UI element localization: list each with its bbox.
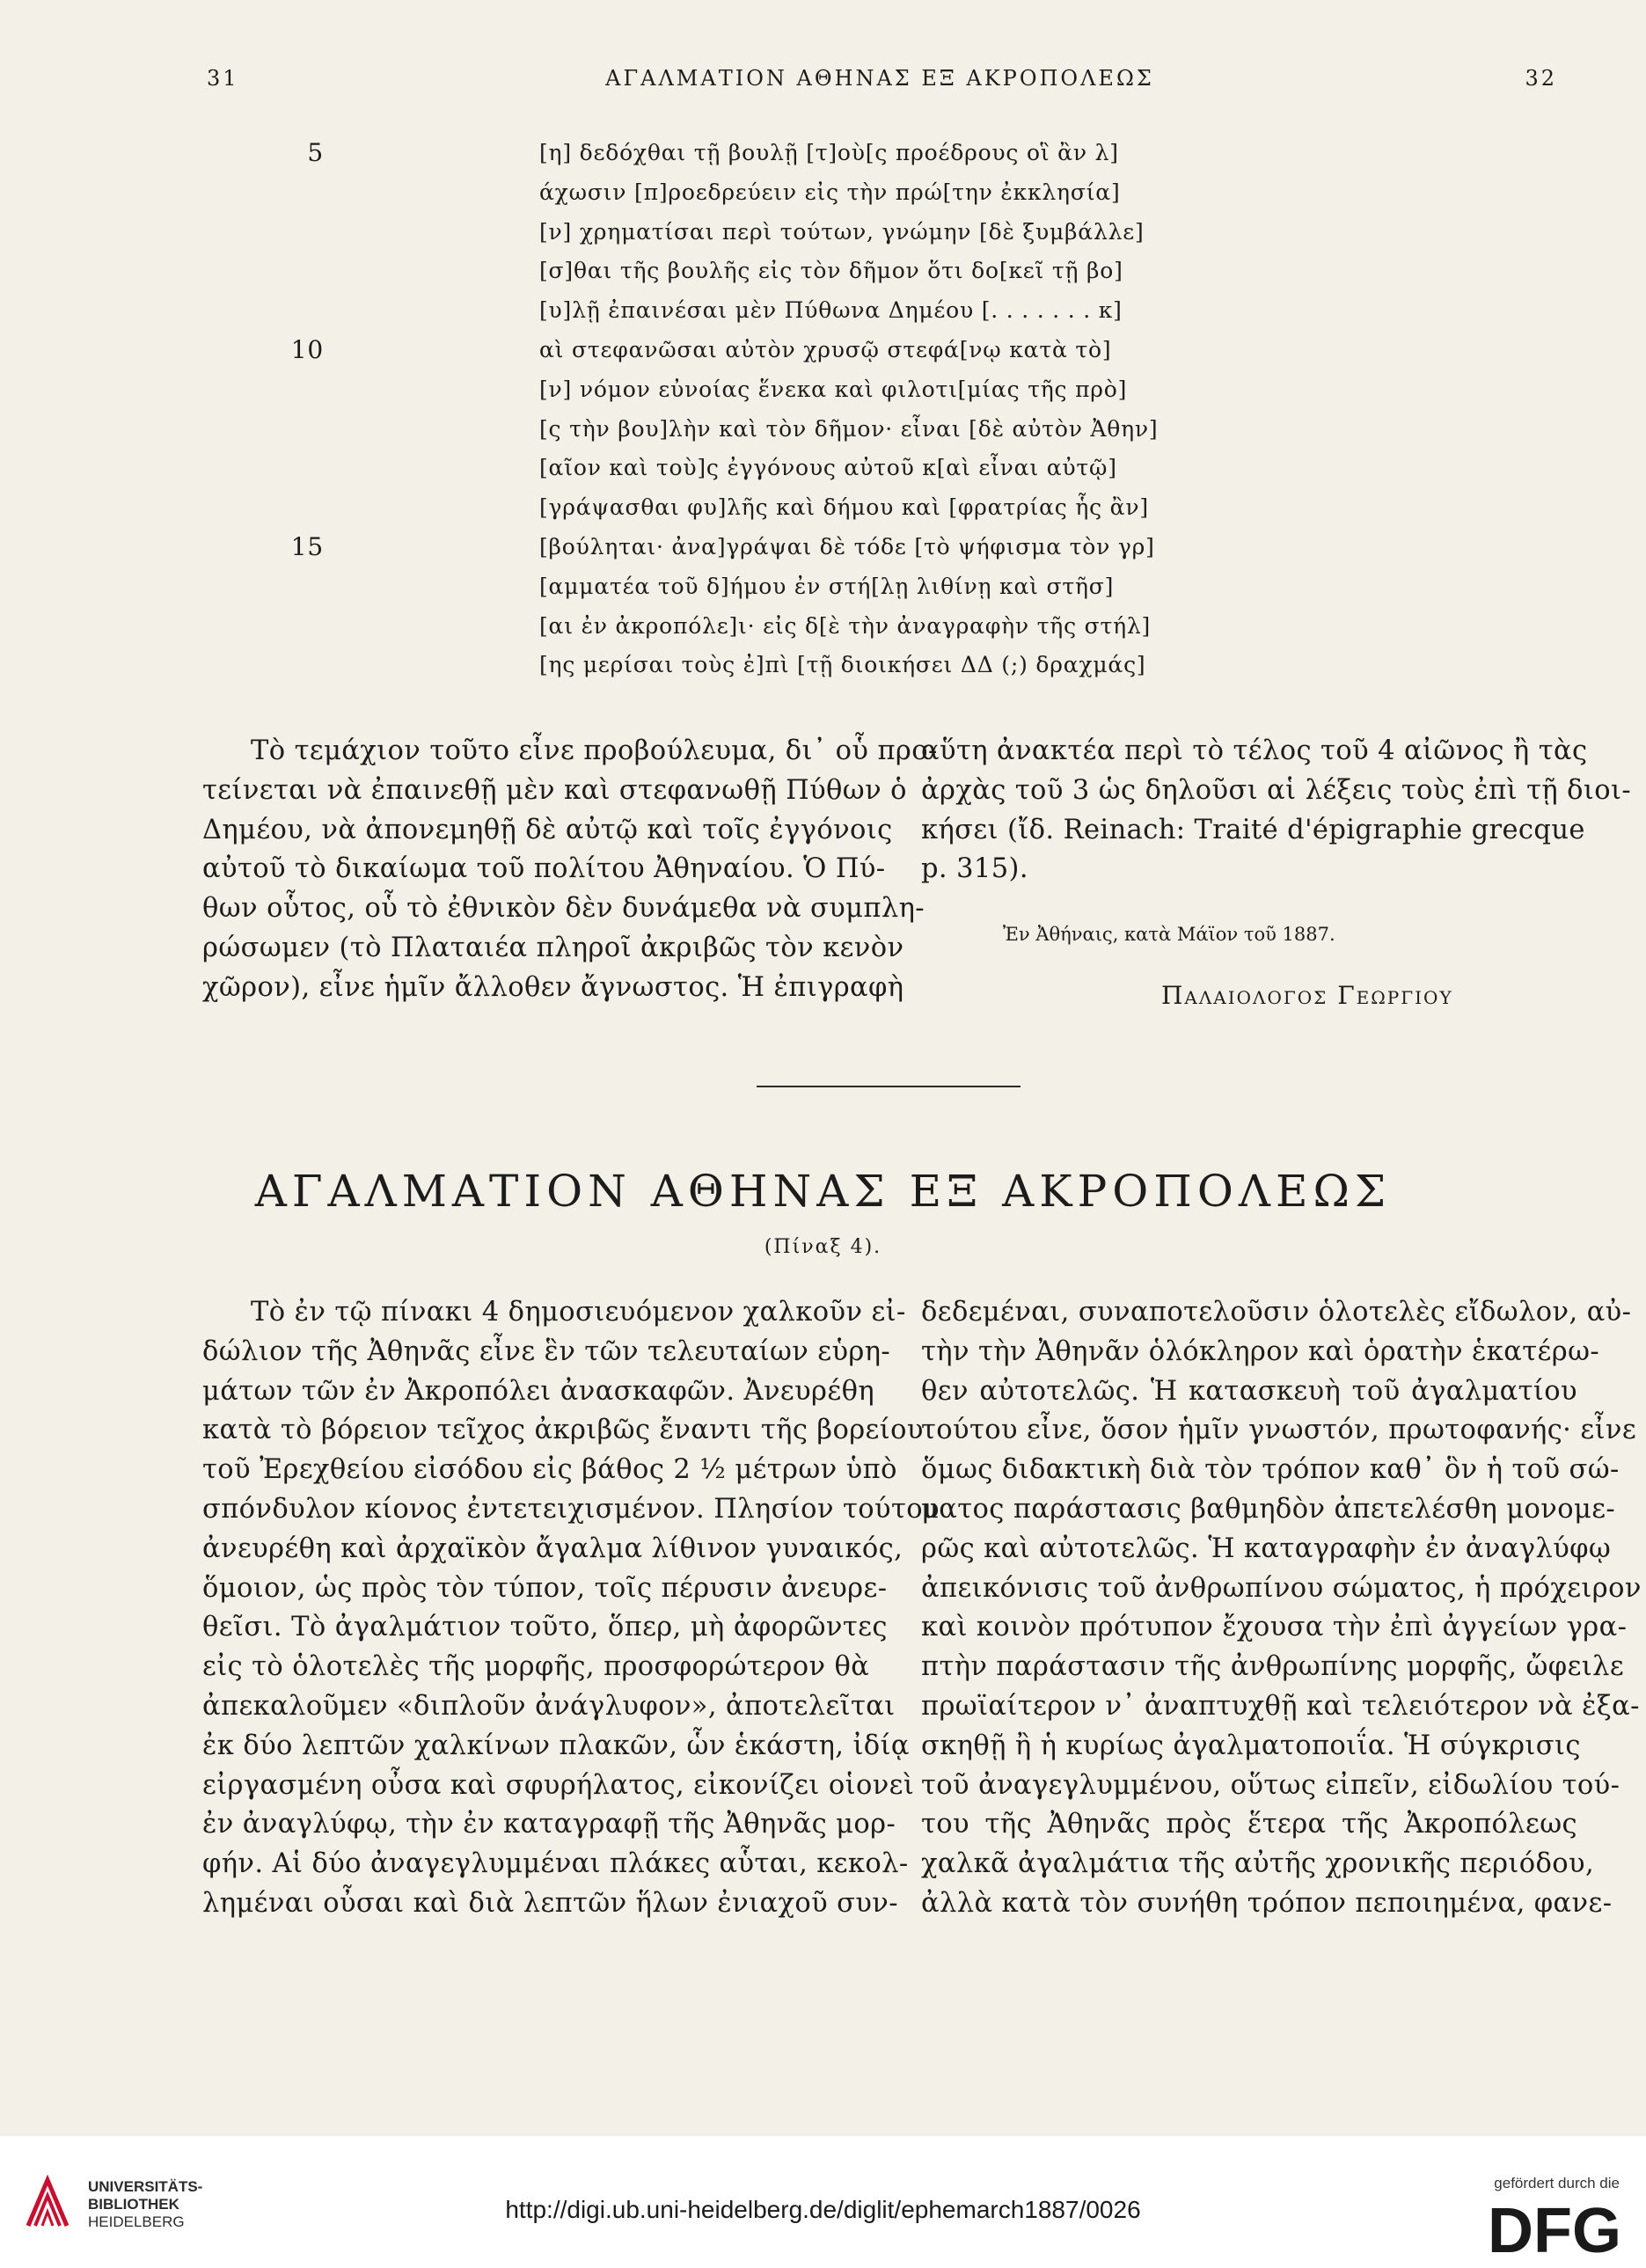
text-line: ἀπεκαλοῦμεν «διπλοῦν ἀνάγλυφον», ἀποτελεῖται: [202, 1690, 896, 1722]
inscription-line-text: [ης μερίσαι τοὺς ἐ]πὶ [τῇ διοικήσει ΔΔ (;) δραχμάς]: [539, 652, 1146, 678]
article-title: ΑΓΑΛΜΑΤΙΟΝ ΑΘΗΝΑΣ ΕΞ ΑΚΡΟΠΟΛΕΩΣ: [254, 1166, 1392, 1217]
inscription-line-text: [αι ἐν ἀκροπόλε]ι· εἰς δ[ὲ τὴν ἀναγραφὴν τῆς στήλ]: [539, 612, 1152, 639]
text-line: δεδεμέναι, συναποτελοῦσιν ὁλοτελὲς εἴδωλον, αὐ-: [921, 1297, 1632, 1328]
text-line: ὅμως διδακτικὴ διὰ τὸν τρόπον καθ᾽ ὃν ἡ τοῦ σώ-: [921, 1454, 1620, 1486]
text-line: πρωϊαίτερον ν᾽ ἀναπτυχθῇ καὶ τελειότερον νὰ ἐξα-: [921, 1690, 1640, 1722]
inscription-line-text: [ς τὴν βου]λὴν καὶ τὸν δῆμον· εἶναι [δὲ αὐτὸν Ἀθην]: [539, 415, 1159, 442]
section-divider: [757, 1086, 1021, 1087]
viewer-footer: [0, 2136, 1646, 2268]
text-line: αὕτη ἀνακτέα περὶ τὸ τέλος τοῦ 4 αἰῶνος ἢ τὰς: [921, 735, 1588, 766]
library-name-line-1: UNIVERSITÄTS-: [88, 2178, 203, 2195]
inscription-line: [264, 410, 1232, 450]
text-line: λημέναι οὖσαι καὶ διὰ λεπτῶν ἥλων ἐνιαχοῦ συν-: [202, 1887, 898, 1919]
text-line: Δημέου, νὰ ἀπονεμηθῇ δὲ αὐτῷ καὶ τοῖς ἐγγόνοις: [202, 814, 893, 845]
text-line: ματος παράστασις βαθμηδὸν ἀπετελέσθη μονομε-: [921, 1493, 1616, 1525]
text-line: χαλκᾶ ἀγαλμάτια τῆς αὐτῆς χρονικῆς περιόδου,: [921, 1848, 1595, 1880]
inscription-line: [264, 291, 1232, 331]
line-number: 5: [307, 138, 324, 167]
text-line: ἐκ δύο λεπτῶν χαλκίνων πλακῶν, ὧν ἑκάστη, ἰδίᾳ: [202, 1730, 910, 1761]
article-column-right: [921, 1293, 1642, 1924]
inscription-text: [264, 134, 1232, 685]
inscription-line-text: αὶ στεφανῶσαι αὐτὸν χρυσῷ στεφά[νῳ κατὰ τὸ]: [539, 336, 1112, 362]
text-line: κατὰ τὸ βόρειον τεῖχος ἀκριβῶς ἔναντι τῆς βορείου: [202, 1415, 924, 1446]
inscription-line: [264, 607, 1232, 647]
text-line: ἀλλὰ κατὰ τὸν συνήθη τρόπον πεποιημένα, φανε-: [921, 1887, 1613, 1919]
dfg-logo-text: DFG: [1488, 2198, 1621, 2259]
text-line: μάτων τῶν ἐν Ἀκροπόλει ἀνασκαφῶν. Ἀνευρέθη: [202, 1375, 875, 1407]
text-line: ἐν ἀναγλύφῳ, τὴν ἐν καταγραφῇ τῆς Ἀθηνᾶς μορ-: [202, 1809, 896, 1840]
inscription-line: [264, 488, 1232, 528]
text-line: ἀνευρέθη καὶ ἀρχαϊκὸν ἄγαλμα λίθινον γυναικός,: [202, 1533, 903, 1564]
inscription-line-text: [η] δεδόχθαι τῇ βουλῇ [τ]οὺ[ς προέδρους οἳ ἂν λ]: [539, 140, 1119, 165]
dfg-logo-icon[interactable]: [1445, 2198, 1621, 2259]
text-line: τούτου εἶνε, ὅσον ἡμῖν γνωστόν, πρωτοφανής· εἶνε: [921, 1415, 1637, 1446]
running-header: [202, 66, 1557, 101]
text-line: καὶ κοινὸν πρότυπον ἔχουσα τὴν ἐπὶ ἀγγείων γρα-: [921, 1612, 1628, 1643]
inscription-line: [264, 370, 1232, 410]
inscription-line-text: [αῖον καὶ τοὺ]ς ἐγγόνους αὐτοῦ κ[αὶ εἶναι αὐτῷ]: [539, 455, 1117, 481]
inscription-line: [264, 252, 1232, 291]
dateline: Ἐν Ἀθήναις, κατὰ Μάϊον τοῦ 1887.: [1003, 924, 1335, 945]
page-number-right: 32: [1525, 66, 1557, 91]
article-column-left: [202, 1293, 940, 1924]
inscription-line-text: [βούληται· ἀνα]γράψαι δὲ τόδε [τὸ ψήφισμα τὸν γρ]: [539, 533, 1155, 560]
text-line: κήσει (ἴδ. Reinach: Traité d'épigraphie grecque: [921, 814, 1585, 845]
inscription-line-text: [αμματέα τοῦ δ]ήμου ἐν στή[λῃ λιθίνῃ καὶ στῆσ]: [539, 573, 1115, 599]
text-line: θων οὗτος, οὗ τὸ ἐθνικὸν δὲν δυνάμεθα νὰ συμπλη-: [202, 893, 925, 925]
commentary-column-right: [921, 732, 1632, 889]
page-number-left: 31: [207, 66, 239, 91]
text-line: εἰς τὸ ὁλοτελὲς τῆς μορφῆς, προσφορώτερον θὰ: [202, 1651, 870, 1683]
text-line: τὴν τὴν Ἀθηνᾶν ὁλόκληρον καὶ ὁρατὴν ἑκατέρω-: [921, 1335, 1600, 1367]
text-line: θεῖσι. Τὸ ἀγαλμάτιον τοῦτο, ὅπερ, μὴ ἀφορῶντες: [202, 1612, 888, 1643]
article-subtitle: (Πίναξ 4).: [764, 1236, 882, 1258]
inscription-line-text: [σ]θαι τῆς βουλῆς εἰς τὸν δῆμον ὅτι δο[κεῖ τῇ βο]: [539, 258, 1123, 284]
inscription-line: [264, 134, 1232, 173]
text-line: ὅμοιον, ὡς πρὸς τὸν τύπον, τοῖς πέρυσιν ἀνευρε-: [202, 1572, 888, 1604]
inscription-line: [264, 449, 1232, 488]
inscription-line: [264, 331, 1232, 370]
text-line: χῶρον), εἶνε ἡμῖν ἄλλοθεν ἄγνωστος. Ἡ ἐπιγραφὴ: [202, 971, 904, 1003]
text-line: ἀπεικόνισις τοῦ ἀνθρωπίνου σώματος, ἡ πρόχειρον: [921, 1572, 1642, 1604]
text-line: τοῦ Ἐρεχθείου εἰσόδου εἰς βάθος 2 ½ μέτρων ὑπὸ: [202, 1454, 897, 1486]
inscription-line: [264, 567, 1232, 607]
text-line: θεν αὐτοτελῶς. Ἡ κατασκευὴ τοῦ ἀγαλματίου: [921, 1375, 1577, 1407]
text-line: αὐτοῦ τὸ δικαίωμα τοῦ πολίτου Ἀθηναίου. Ὁ Πύ-: [202, 853, 886, 885]
inscription-line-text: άχωσιν [π]ροεδρεύειν εἰς τὴν πρώ[την ἐκκλησία]: [539, 179, 1121, 205]
text-line: σπόνδυλον κίονος ἐντετειχισμένον. Πλησίον τούτου: [202, 1493, 940, 1525]
inscription-line: [264, 646, 1232, 685]
text-line: p. 315).: [921, 853, 1028, 885]
text-line: Τὸ ἐν τῷ πίνακι 4 δημοσιευόμενον χαλκοῦν εἰ-: [251, 1297, 906, 1328]
text-line: τοῦ ἀναγεγλυμμένου, οὕτως εἰπεῖν, εἰδωλίου τού-: [921, 1769, 1620, 1801]
line-number: 10: [290, 334, 324, 364]
commentary-column-left: [202, 732, 938, 1008]
text-line: του τῆς Ἀθηνᾶς πρὸς ἕτερα τῆς Ἀκροπόλεως: [921, 1809, 1577, 1840]
text-line: εἰργασμένη οὖσα καὶ σφυρήλατος, εἰκονίζει οἱονεὶ: [202, 1769, 915, 1801]
running-header-title: ΑΓΑΛΜΑΤΙΟΝ ΑΘΗΝΑΣ ΕΞ ΑΚΡΟΠΟΛΕΩΣ: [605, 66, 1154, 91]
inscription-line-text: [υ]λῇ ἐπαινέσαι μὲν Πύθωνα Δημέου [. . . . . . . κ]: [539, 297, 1123, 324]
library-name-line-2: BIBLIOTHEK: [88, 2196, 179, 2213]
inscription-line: [264, 173, 1232, 213]
inscription-line-text: [ν] νόμον εὐνοίας ἕνεκα καὶ φιλοτι[μίας τῆς πρὸ]: [539, 376, 1128, 402]
text-line: δώλιον τῆς Ἀθηνᾶς εἶνε ἓν τῶν τελευταίων εὑρη-: [202, 1335, 891, 1367]
inscription-line: [264, 213, 1232, 252]
text-line: πτὴν παράστασιν τῆς ἀνθρωπίνης μορφῆς, ὤφειλε: [921, 1651, 1625, 1683]
text-line: Τὸ τεμάχιον τοῦτο εἶνε προβούλευμα, δι᾽ οὗ προ-: [251, 735, 938, 766]
text-line: σκηθῇ ἢ ἡ κυρίως ἀγαλματοποιΐα. Ἡ σύγκρισις: [921, 1730, 1581, 1761]
permalink-url[interactable]: http://digi.ub.uni-heidelberg.de/diglit/ephemarch1887/0026: [505, 2196, 1141, 2223]
inscription-line-text: [ν] χρηματίσαι περὶ τούτων, γνώμην [δὲ ξυμβάλλε]: [539, 218, 1145, 245]
funding-label: gefördert durch die: [1494, 2175, 1620, 2191]
inscription-line: [264, 528, 1232, 567]
text-line: ἀρχὰς τοῦ 3 ὡς δηλοῦσι αἱ λέξεις τοὺς ἐπὶ τῇ διοι-: [921, 774, 1632, 806]
library-name-line-3: HEIDELBERG: [88, 2213, 185, 2230]
line-number: 15: [290, 531, 324, 561]
text-line: ρώσωμεν (τὸ Πλαταιέα πληροῖ ἀκριβῶς τὸν κενὸν: [202, 932, 904, 963]
author-signature: Παλαιολογος Γεωργιου: [1161, 981, 1453, 1010]
text-line: φήν. Αἱ δύο ἀναγεγλυμμέναι πλάκες αὗται, κεκολ-: [202, 1848, 909, 1880]
inscription-line-text: [γράψασθαι φυ]λῆς καὶ δήμου καὶ [φρατρίας ἧς ἂν]: [539, 494, 1149, 521]
text-line: τείνεται νὰ ἐπαινεθῇ μὲν καὶ στεφανωθῇ Πύθων ὁ: [202, 774, 907, 806]
text-line: ρῶς καὶ αὐτοτελῶς. Ἡ καταγραφὴν ἐν ἀναγλύφῳ: [921, 1533, 1612, 1564]
